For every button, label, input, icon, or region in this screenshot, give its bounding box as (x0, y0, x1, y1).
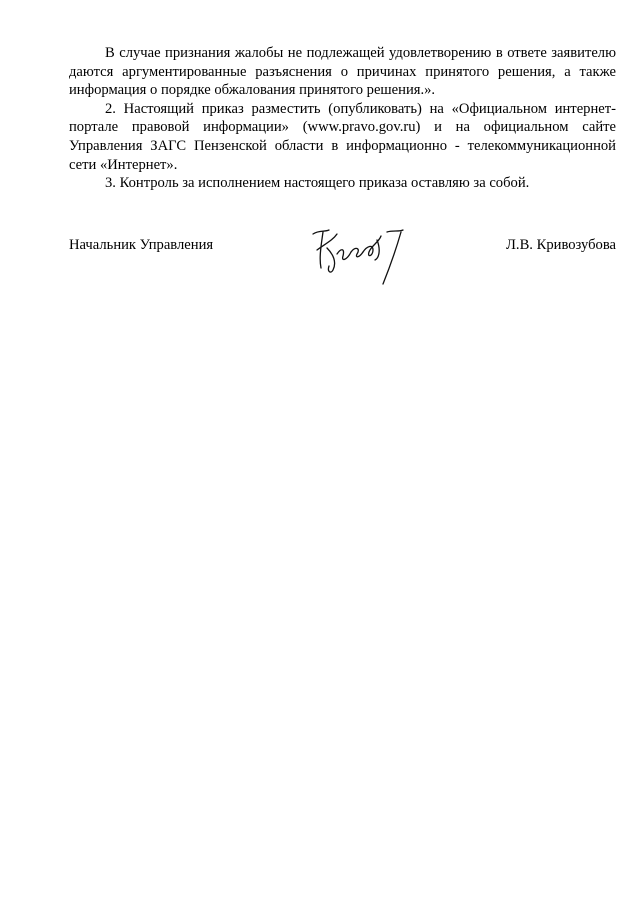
handwritten-signature-icon (307, 224, 422, 286)
document-body (69, 44, 616, 193)
signature-block (69, 224, 616, 294)
paragraph-publication-order: 2. Настоящий приказ разместить (опубликовать) на «Официальном интернет-портале правовой информации» (www.pravo.gov.ru) и на официальном сайте Управления ЗАГС Пензенской области в информационно - телекоммуникационной сети «Интернет». (69, 100, 616, 173)
signatory-name: Л.В. Кривозубова (506, 237, 616, 253)
paragraph-control-clause: 3. Контроль за исполнением настоящего приказа оставляю за собой. (105, 175, 530, 192)
paragraph-complaint-rejection: В случае признания жалобы не подлежащей удовлетворению в ответе заявителю даются аргументированные разъяснения о причинах принятого решения, а также информация о порядке обжалования принятого решения.». (69, 45, 616, 99)
signatory-position: Начальник Управления (69, 237, 214, 253)
